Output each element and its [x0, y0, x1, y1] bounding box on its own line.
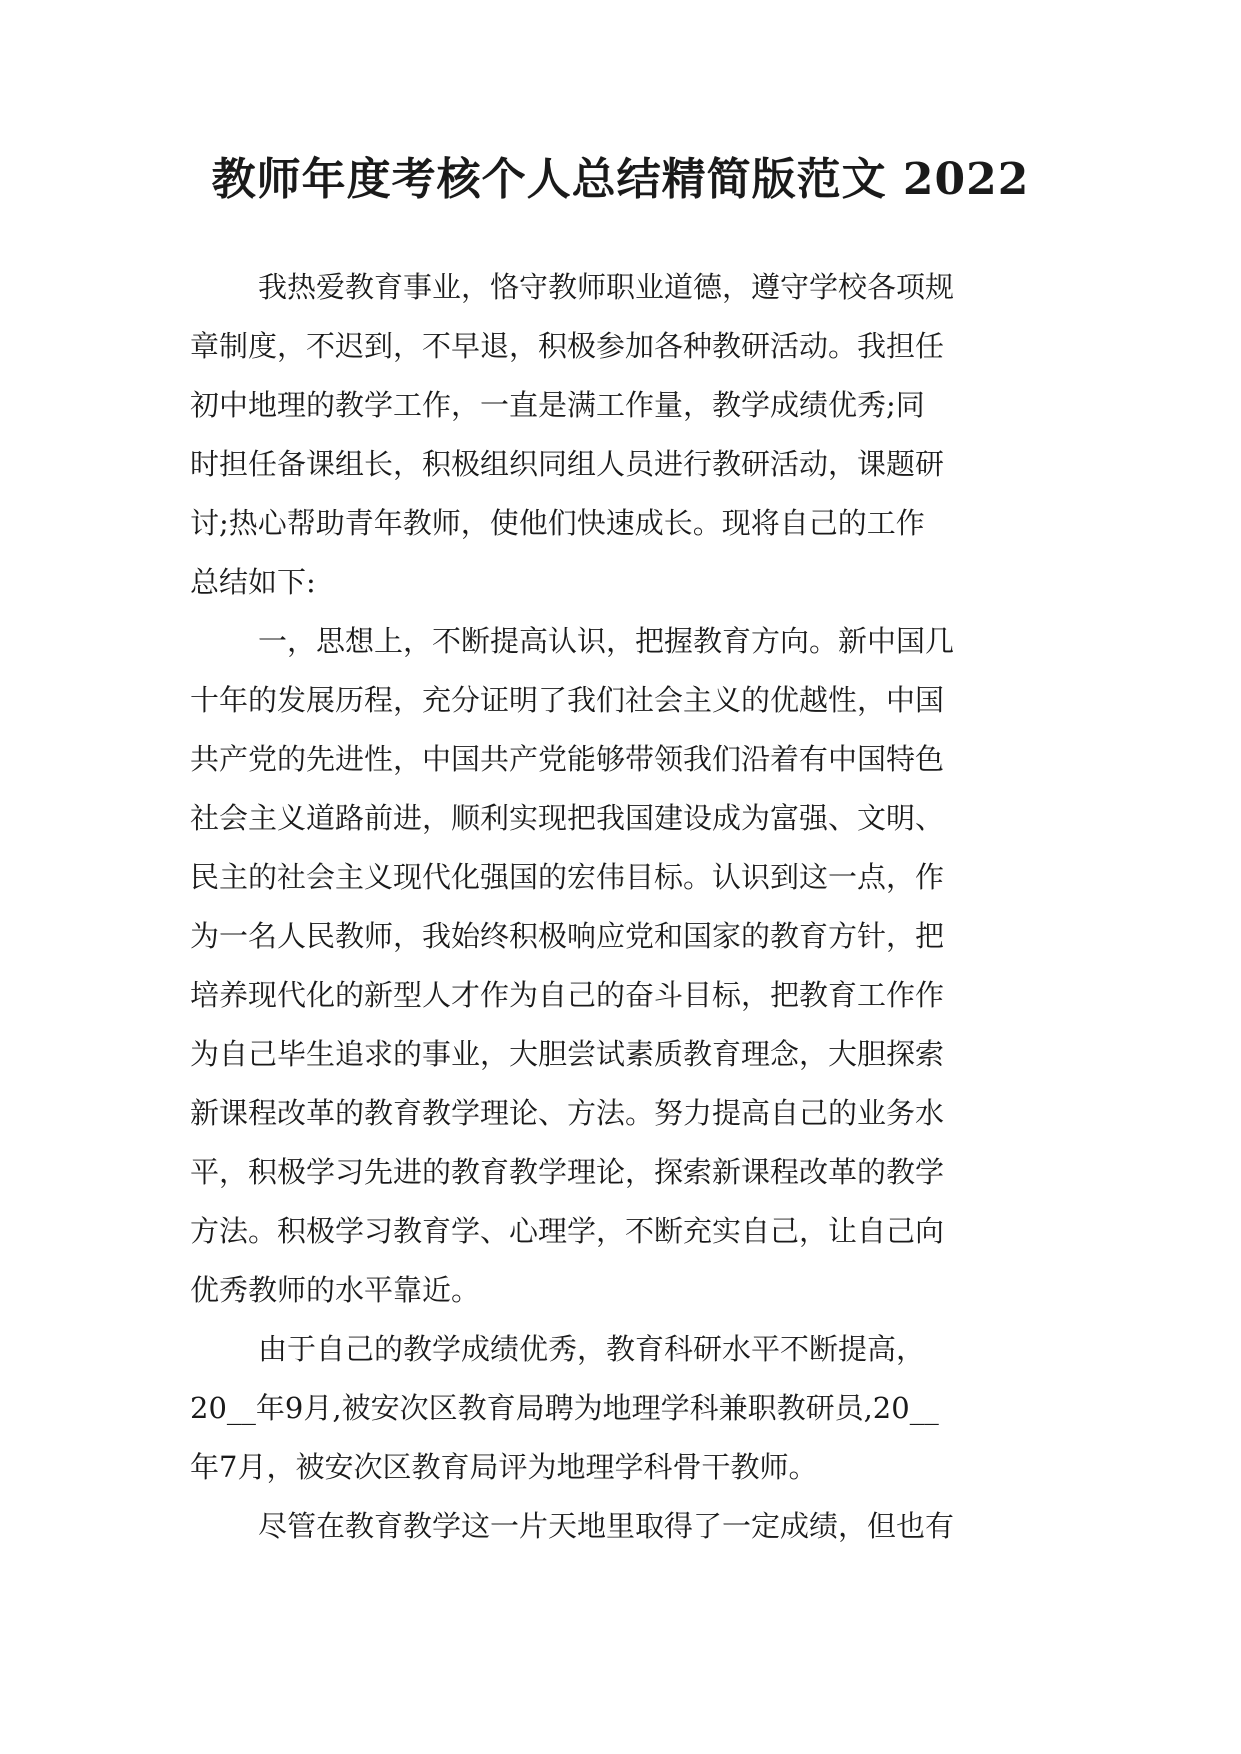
- paragraph-line: 共产党的先进性，中国共产党能够带领我们沿着有中国特色: [190, 742, 945, 776]
- document-title: 教师年度考核个人总结精简版范文 2022: [211, 154, 1030, 205]
- paragraph-line: 20__年9月,被安次区教育局聘为地理学科兼职教研员,20__: [190, 1391, 939, 1425]
- paragraph-line: 十年的发展历程，充分证明了我们社会主义的优越性，中国: [190, 683, 945, 717]
- paragraph-line: 讨;热心帮助青年教师，使他们快速成长。现将自己的工作: [190, 506, 925, 540]
- paragraph-line: 尽管在教育教学这一片天地里取得了一定成绩，但也有: [258, 1509, 955, 1543]
- paragraph-line: 为一名人民教师，我始终积极响应党和国家的教育方针，把: [190, 919, 945, 953]
- paragraph-line: 民主的社会主义现代化强国的宏伟目标。认识到这一点，作: [190, 860, 945, 894]
- paragraph-line: 平，积极学习先进的教育教学理论，探索新课程改革的教学: [190, 1155, 945, 1189]
- paragraph-line: 社会主义道路前进，顺利实现把我国建设成为富强、文明、: [190, 801, 945, 835]
- paragraph-line: 新课程改革的教育教学理论、方法。努力提高自己的业务水: [190, 1096, 945, 1130]
- paragraph-line: 时担任备课组长，积极组织同组人员进行教研活动，课题研: [190, 447, 945, 481]
- paragraph-line: 为自己毕生追求的事业，大胆尝试素质教育理念，大胆探索: [190, 1037, 945, 1071]
- paragraph-line: 培养现代化的新型人才作为自己的奋斗目标，把教育工作作: [190, 978, 945, 1012]
- paragraph-line: 优秀教师的水平靠近。: [190, 1273, 481, 1307]
- paragraph-line: 方法。积极学习教育学、心理学，不断充实自己，让自己向: [190, 1214, 945, 1248]
- paragraph-line: 初中地理的教学工作，一直是满工作量，教学成绩优秀;同: [190, 388, 925, 422]
- paragraph-line: 章制度，不迟到，不早退，积极参加各种教研活动。我担任: [190, 329, 945, 363]
- paragraph-line: 一，思想上，不断提高认识，把握教育方向。新中国几: [258, 624, 955, 658]
- paragraph-line: 我热爱教育事业，恪守教师职业道德，遵守学校各项规: [258, 270, 955, 304]
- paragraph-line: 总结如下:: [190, 565, 316, 599]
- paragraph-line: 年7月，被安次区教育局评为地理学科骨干教师。: [190, 1450, 818, 1484]
- paragraph-line: 由于自己的教学成绩优秀，教育科研水平不断提高，: [258, 1332, 926, 1366]
